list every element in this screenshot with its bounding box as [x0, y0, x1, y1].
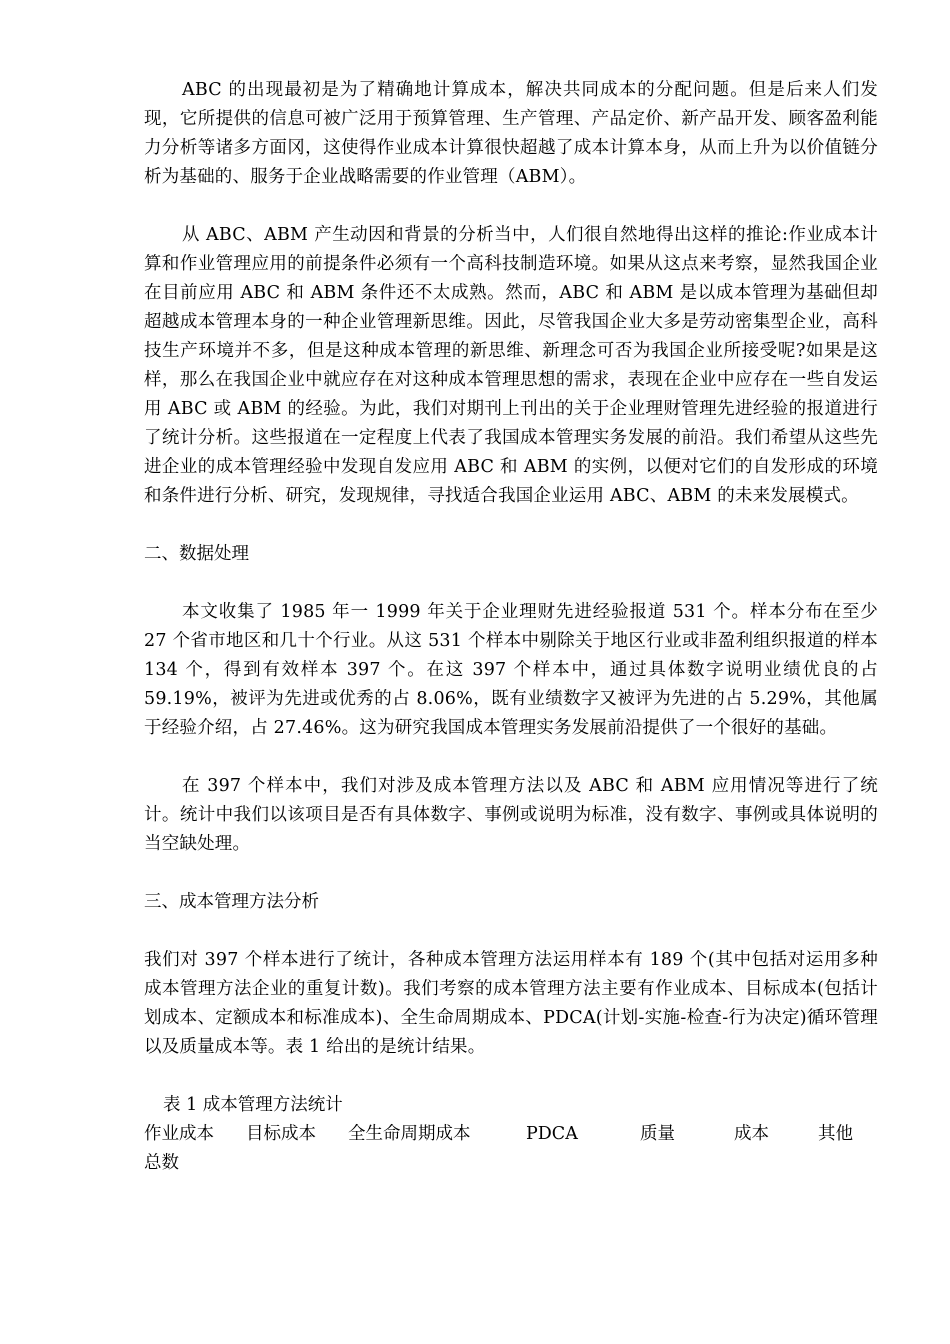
paragraph-gap [144, 192, 878, 221]
table-header-cell: 全生命周期成本 [348, 1124, 471, 1144]
table-header-cell: PDCA [526, 1124, 578, 1144]
table-header-cell: 成本 [734, 1124, 769, 1144]
paragraph-gap [144, 743, 878, 772]
paragraph-gap [144, 569, 878, 598]
table-header-cell: 其他 [818, 1124, 853, 1144]
table-header-cell: 质量 [640, 1124, 675, 1144]
table-caption: 表 1 成本管理方法统计 [163, 1095, 343, 1115]
table-header-cell: 作业成本 [144, 1124, 214, 1144]
paragraph-gap [144, 917, 878, 946]
paragraph-gap [144, 511, 878, 540]
paragraph-gap [144, 1062, 878, 1091]
paragraph-gap [144, 859, 878, 888]
paragraph-cost-method-stats: 我们对 397 个样本进行了统计，各种成本管理方法运用样本有 189 个(其中包括对运用多种成本管理方法企业的重复计数)。我们考察的成本管理方法主要有作业成本、目标成本(包括计划成本、定额成本和标准成本)、全生命周期成本、PDCA(计划-实施-检查-行为决定)循环管理以及质量成本等。表 1 给出的是统计结果。 [144, 950, 878, 1057]
table-header-cell: 目标成本 [246, 1124, 316, 1144]
table-header-total: 总数 [144, 1153, 179, 1173]
document-page [144, 76, 878, 1178]
table-header-row [144, 1120, 878, 1149]
paragraph-abc-origin: ABC 的出现最初是为了精确地计算成本，解决共同成本的分配问题。但是后来人们发现，它所提供的信息可被广泛用于预算管理、生产管理、产品定价、新产品开发、顾客盈利能力分析等诸多方面冈，这使得作业成本计算很快超越了成本计算本身，从而上升为以价值链分析为基础的、服务于企业战略需要的作业管理（ABM）。 [144, 80, 878, 187]
section-heading-cost-methods: 三、成本管理方法分析 [144, 892, 319, 912]
paragraph-abc-abm-analysis: 从 ABC、ABM 产生动因和背景的分析当中，人们很自然地得出这样的推论:作业成本计算和作业管理应用的前提条件必须有一个高科技制造环境。如果从这点来考察，显然我国企业在目前应用 ABC 和 ABM 条件还不太成熟。然而，ABC 和 ABM 是以成本管理为基础但却超越成本管理本身的一种企业管理新思维。因此，尽管我国企业大多是劳动密集型企业，高科技生产环境并不多，但是这种成本管理的新思维、新理念可否为我国企业所接受呢?如果是这样，那么在我国企业中就应存在对这种成本管理思想的需求，表现在企业中应存在一些自发运用 ABC 或 ABM 的经验。为此，我们对期刊上刊出的关于企业理财管理先进经验的报道进行了统计分析。这些报道在一定程度上代表了我国成本管理实务发展的前沿。我们希望从这些先进企业的成本管理经验中发现自发应用 ABC 和 ABM 的实例，以便对它们的自发形成的环境和条件进行分析、研究，发现规律，寻找适合我国企业运用 ABC、ABM 的未来发展模式。 [144, 225, 878, 506]
section-heading-data-processing: 二、数据处理 [144, 544, 249, 564]
paragraph-statistics-method: 在 397 个样本中，我们对涉及成本管理方法以及 ABC 和 ABM 应用情况等进行了统计。统计中我们以该项目是否有具体数字、事例或说明为标准，没有数字、事例或具体说明的当空缺处理。 [144, 776, 878, 854]
paragraph-sample-collection: 本文收集了 1985 年一 1999 年关于企业理财先进经验报道 531 个。样本分布在至少 27 个省市地区和几十个行业。从这 531 个样本中剔除关于地区行业或非盈利组织报道的样本 134 个，得到有效样本 397 个。在这 397 个样本中，通过具体数字说明业绩优良的占 59.19%，被评为先进或优秀的占 8.06%，既有业绩数字又被评为先进的占 5.29%，其他属于经验介绍，占 27.46%。这为研究我国成本管理实务发展前沿提供了一个很好的基础。 [144, 602, 878, 738]
